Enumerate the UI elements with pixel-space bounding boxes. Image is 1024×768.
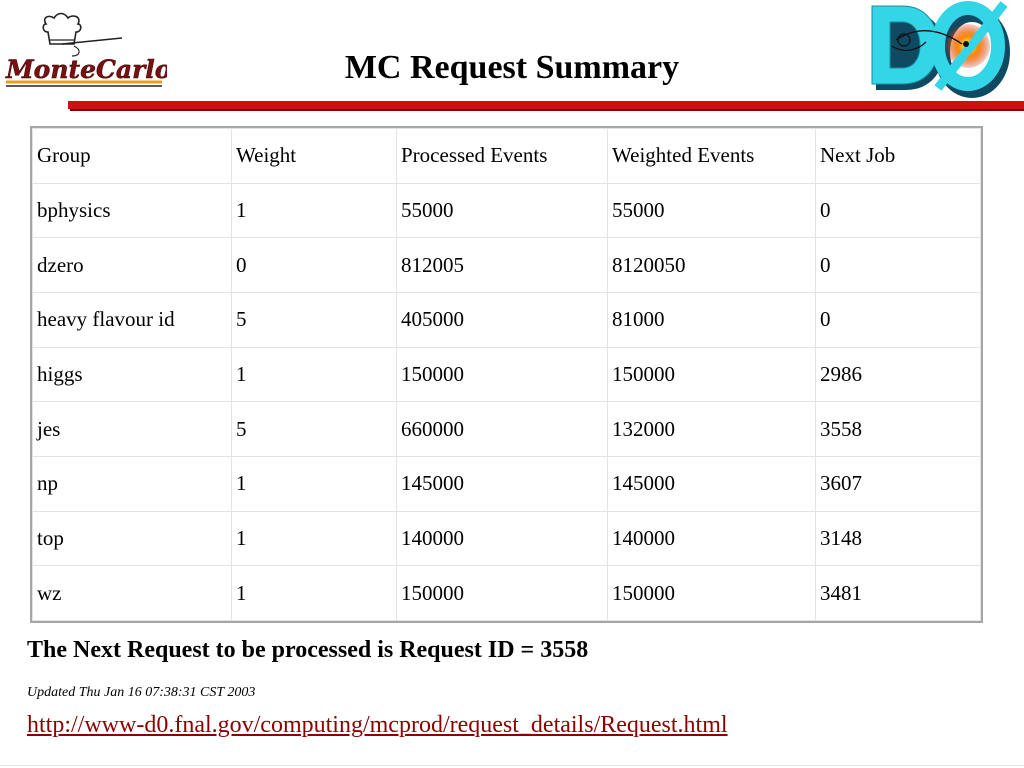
table-cell: heavy flavour id <box>33 292 232 347</box>
table-cell: 405000 <box>397 292 608 347</box>
table-cell: 55000 <box>608 183 816 238</box>
table-header-row <box>33 129 981 184</box>
table-row <box>33 183 981 238</box>
table-cell: 3481 <box>816 566 981 621</box>
table-row <box>33 292 981 347</box>
table-cell: 1 <box>232 566 397 621</box>
column-header: Weight <box>232 129 397 184</box>
table-cell: 150000 <box>608 566 816 621</box>
table-row <box>33 347 981 402</box>
table-cell: 55000 <box>397 183 608 238</box>
table-cell: 3148 <box>816 511 981 566</box>
table-cell: 8120050 <box>608 238 816 293</box>
table-cell: higgs <box>33 347 232 402</box>
table-cell: 140000 <box>608 511 816 566</box>
table-cell: 0 <box>232 238 397 293</box>
table-cell: 132000 <box>608 402 816 457</box>
table-row <box>33 238 981 293</box>
table-row <box>33 402 981 457</box>
table-cell: 1 <box>232 347 397 402</box>
table-cell: 145000 <box>608 456 816 511</box>
table-row <box>33 566 981 621</box>
table-cell: 81000 <box>608 292 816 347</box>
logo-text: MonteCarlo <box>6 55 167 84</box>
table-cell: jes <box>33 402 232 457</box>
table-cell: 145000 <box>397 456 608 511</box>
table-row <box>33 456 981 511</box>
bottom-divider <box>0 765 1024 766</box>
table-cell: top <box>33 511 232 566</box>
request-summary-table <box>30 126 983 623</box>
table-cell: wz <box>33 566 232 621</box>
table-cell: 0 <box>816 183 981 238</box>
table-cell: 3558 <box>816 402 981 457</box>
title-divider <box>68 101 1024 109</box>
table-cell: 150000 <box>397 566 608 621</box>
column-header: Weighted Events <box>608 129 816 184</box>
table-cell: 5 <box>232 292 397 347</box>
table-cell: np <box>33 456 232 511</box>
table-cell: 140000 <box>397 511 608 566</box>
table-cell: 150000 <box>397 347 608 402</box>
table-cell: bphysics <box>33 183 232 238</box>
next-request-text: The Next Request to be processed is Request ID = 3558 <box>27 637 589 663</box>
table-cell: 2986 <box>816 347 981 402</box>
table-cell: 812005 <box>397 238 608 293</box>
page-title: MC Request Summary <box>344 49 680 86</box>
table-cell: 5 <box>232 402 397 457</box>
table-cell: 660000 <box>397 402 608 457</box>
table-cell: 3607 <box>816 456 981 511</box>
column-header: Group <box>33 129 232 184</box>
table-cell: 0 <box>816 238 981 293</box>
table-cell: 0 <box>816 292 981 347</box>
request-details-link[interactable]: http://www-d0.fnal.gov/computing/mcprod/request_details/Request.html <box>27 712 728 738</box>
table-row <box>33 511 981 566</box>
table-cell: dzero <box>33 238 232 293</box>
updated-timestamp: Updated Thu Jan 16 07:38:31 CST 2003 <box>27 685 256 700</box>
column-header: Next Job <box>816 129 981 184</box>
table-cell: 1 <box>232 456 397 511</box>
table-cell: 1 <box>232 183 397 238</box>
table-cell: 150000 <box>608 347 816 402</box>
column-header: Processed Events <box>397 129 608 184</box>
table-cell: 1 <box>232 511 397 566</box>
